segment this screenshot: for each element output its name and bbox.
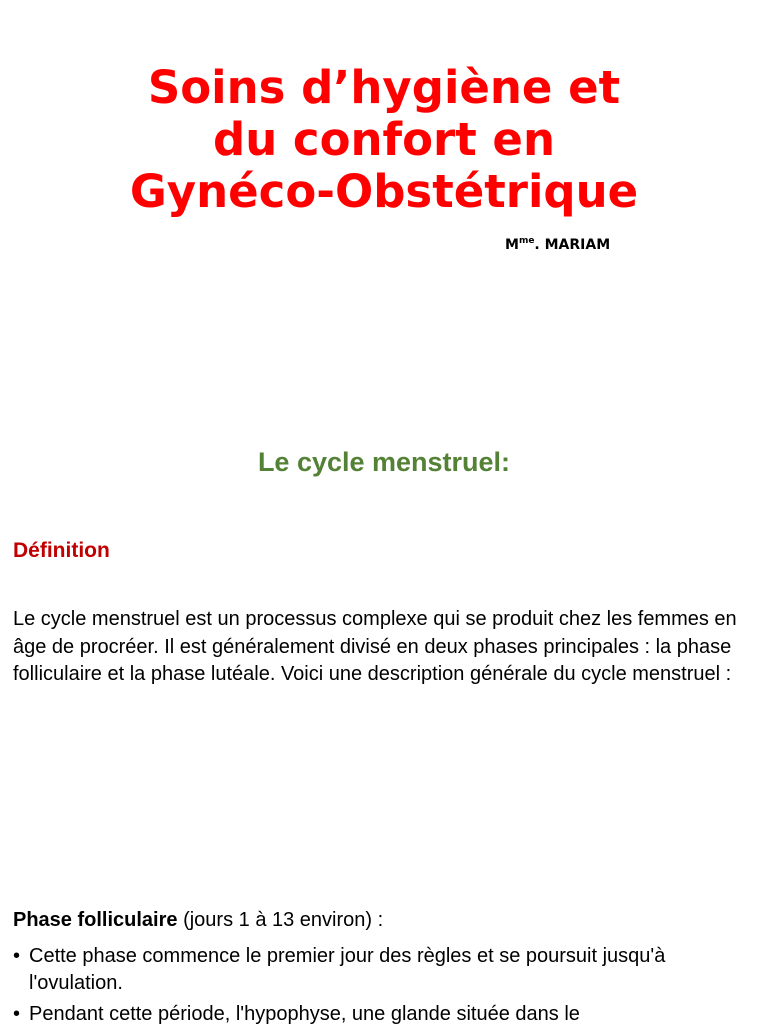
phase-name: Phase folliculaire bbox=[13, 909, 178, 931]
bullet-text: Pendant cette période, l'hypophyse, une glande située dans le bbox=[29, 1003, 580, 1024]
section-heading: Le cycle menstruel: bbox=[257, 447, 511, 477]
author-superscript: me bbox=[518, 236, 535, 246]
phase-bullet-list bbox=[13, 943, 758, 1024]
title-line-3: Gynéco-Obstétrique bbox=[129, 165, 639, 218]
phase-detail: (jours 1 à 13 environ) : bbox=[177, 909, 384, 931]
author-prefix: M bbox=[505, 237, 519, 253]
bullet-icon: • bbox=[13, 945, 21, 967]
bullet-text: Cette phase commence le premier jour des règles et se poursuit jusqu'à l'ovulation. bbox=[29, 945, 666, 994]
definition-paragraph: Le cycle menstruel est un processus complexe qui se produit chez les femmes en âge de procréer. Il est généralement divisé en deux phases principales : la phase folliculaire et la phase lutéale. Voici une description générale du cycle menstruel : bbox=[13, 608, 737, 685]
author bbox=[505, 232, 610, 254]
phase-heading bbox=[13, 906, 383, 934]
bullet-icon: • bbox=[13, 1003, 21, 1024]
document-title bbox=[0, 62, 768, 218]
title-line-2: du confort en bbox=[213, 113, 555, 166]
title-line-1: Soins d’hygiène et bbox=[147, 61, 621, 114]
author-name: . MARIAM bbox=[534, 237, 611, 253]
list-item bbox=[13, 943, 758, 997]
list-item bbox=[13, 1001, 758, 1024]
definition-heading: Définition bbox=[13, 539, 110, 562]
